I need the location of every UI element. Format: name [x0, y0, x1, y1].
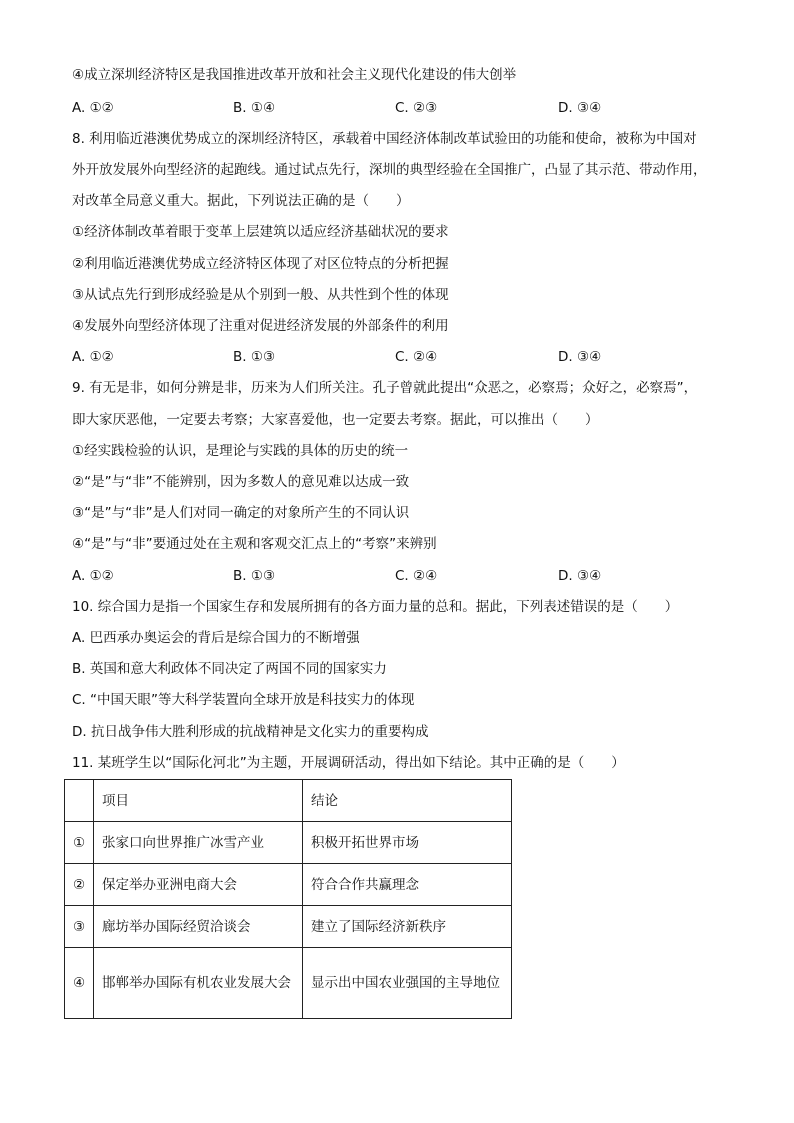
q8-option-d[interactable]: D. ③④: [558, 349, 602, 365]
q10-stem: 10. 综合国力是指一个国家生存和发展所拥有的各方面力量的总和。据此，下列表述错误的是（ ）: [72, 599, 679, 615]
q10-choice-d[interactable]: D. 抗日战争伟大胜利形成的抗战精神是文化实力的重要构成: [72, 724, 429, 740]
q9-option-c[interactable]: C. ②④: [395, 568, 438, 584]
q9-options: [72, 566, 732, 586]
q8-item-2: ②利用临近港澳优势成立经济特区体现了对区位特点的分析把握: [72, 256, 449, 272]
q9-option-d[interactable]: D. ③④: [558, 568, 602, 584]
row-conclusion: 建立了国际经济新秩序: [303, 906, 512, 948]
q9-item-1: ①经实践检验的认识，是理论与实践的具体的历史的统一: [72, 443, 409, 459]
row-number: ①: [65, 822, 94, 864]
row-project: 张家口向世界推广冰雪产业: [94, 822, 303, 864]
q10-choice-b[interactable]: B. 英国和意大利政体不同决定了两国不同的国家实力: [72, 661, 387, 677]
row-conclusion: 显示出中国农业强国的主导地位: [303, 948, 512, 1019]
q11-stem: 11. 某班学生以“国际化河北”为主题，开展调研活动，得出如下结论。其中正确的是（ ）: [72, 755, 625, 771]
q8-stem-line-3: 对改革全局意义重大。据此，下列说法正确的是（ ）: [72, 193, 410, 209]
q8-option-b[interactable]: B. ①③: [233, 349, 276, 365]
table-row: [65, 822, 512, 864]
q9-item-2: ②“是”与“非”不能辨别，因为多数人的意见难以达成一致: [72, 474, 410, 490]
row-number: ③: [65, 906, 94, 948]
row-number: ④: [65, 948, 94, 1019]
row-project: 邯郸举办国际有机农业发展大会: [94, 948, 303, 1019]
q10-choice-c[interactable]: C. “中国天眼”等大科学装置向全球开放是科技实力的体现: [72, 692, 415, 708]
row-number: ②: [65, 864, 94, 906]
q10-choice-a[interactable]: A. 巴西承办奥运会的背后是综合国力的不断增强: [72, 630, 360, 646]
q9-stem-line-2: 即大家厌恶他，一定要去考察；大家喜爱他，也一定要去考察。据此，可以推出（ ）: [72, 412, 599, 428]
q9-item-4: ④“是”与“非”要通过处在主观和客观交汇点上的“考察”来辨别: [72, 536, 437, 552]
q8-option-c[interactable]: C. ②④: [395, 349, 438, 365]
table-row: [65, 864, 512, 906]
q8-stem-line-2: 外开放发展外向型经济的起跑线。通过试点先行，深圳的典型经验在全国推广，凸显了其示范、带动作用，: [72, 162, 707, 178]
q9-stem-line-1: 9. 有无是非，如何分辨是非，历来为人们所关注。孔子曾就此提出“众恶之，必察焉；众好之，必察焉”，: [72, 380, 698, 396]
q7-item-4: ④成立深圳经济特区是我国推进改革开放和社会主义现代化建设的伟大创举: [72, 67, 517, 83]
row-conclusion: 积极开拓世界市场: [303, 822, 512, 864]
q8-item-4: ④发展外向型经济体现了注重对促进经济发展的外部条件的利用: [72, 318, 449, 334]
q7-options: [72, 98, 732, 118]
q7-option-d[interactable]: D. ③④: [558, 100, 602, 116]
table-header-row: [65, 780, 512, 822]
q8-options: [72, 347, 732, 367]
q8-option-a[interactable]: A. ①②: [72, 349, 114, 365]
q9-item-3: ③“是”与“非”是人们对同一确定的对象所产生的不同认识: [72, 505, 410, 521]
q7-option-b[interactable]: B. ①④: [233, 100, 276, 116]
q9-option-a[interactable]: A. ①②: [72, 568, 114, 584]
row-project: 廊坊举办国际经贸洽谈会: [94, 906, 303, 948]
q9-option-b[interactable]: B. ①③: [233, 568, 276, 584]
q7-option-a[interactable]: A. ①②: [72, 100, 114, 116]
q8-item-3: ③从试点先行到形成经验是从个别到一般、从共性到个性的体现: [72, 287, 449, 303]
q8-stem-line-1: 8. 利用临近港澳优势成立的深圳经济特区，承载着中国经济体制改革试验田的功能和使命，被称为中国对: [72, 131, 697, 147]
table-row: [65, 906, 512, 948]
table-row: [65, 948, 512, 1019]
q7-option-c[interactable]: C. ②③: [395, 100, 438, 116]
table-header-project: 项目: [94, 780, 303, 822]
table-header-blank: [65, 780, 94, 822]
q11-survey-table: [64, 779, 512, 1019]
row-project: 保定举办亚洲电商大会: [94, 864, 303, 906]
q8-item-1: ①经济体制改革着眼于变革上层建筑以适应经济基础状况的要求: [72, 224, 449, 240]
row-conclusion: 符合合作共赢理念: [303, 864, 512, 906]
table-header-conclusion: 结论: [303, 780, 512, 822]
